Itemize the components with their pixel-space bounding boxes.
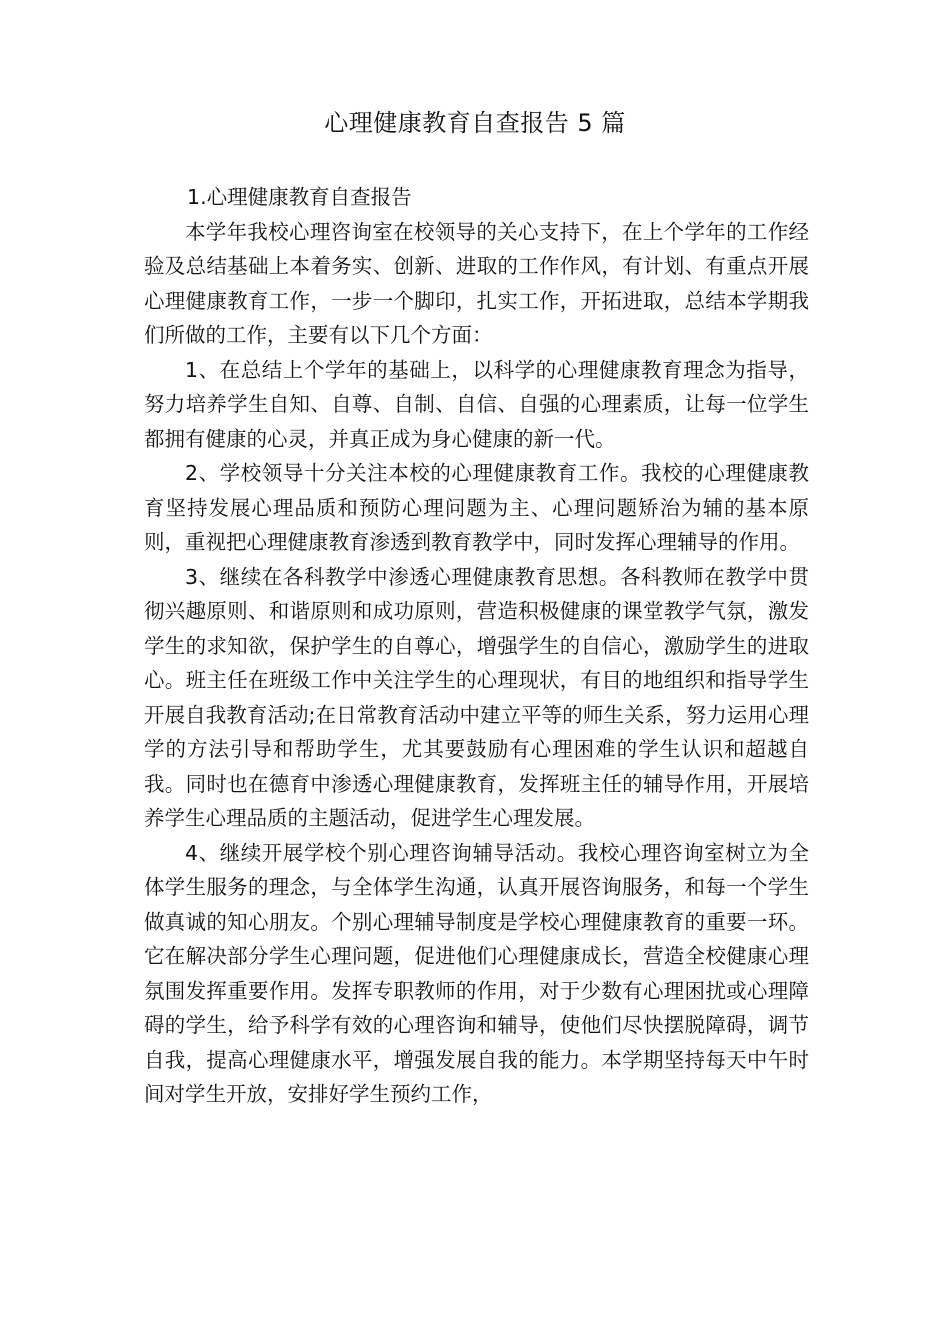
document-title: 心理健康教育自查报告 5 篇 bbox=[324, 109, 626, 137]
paragraph-item-2: 2、学校领导十分关注本校的心理健康教育工作。我校的心理健康教育坚持发展心理品质和预防心理问题为主、心理问题矫治为辅的基本原则，重视把心理健康教育渗透到教育教学中，同时发挥心理辅导的作用。 bbox=[144, 461, 809, 554]
document-body bbox=[144, 180, 809, 1112]
paragraph-intro: 本学年我校心理咨询室在校领导的关心支持下，在上个学年的工作经验及总结基础上本着务实、创新、进取的工作作风，有计划、有重点开展心理健康教育工作，一步一个脚印，扎实工作，开拓进取，总结本学期我们所做的工作，主要有以下几个方面： bbox=[144, 219, 809, 347]
paragraph-item-1: 1、在总结上个学年的基础上，以科学的心理健康教育理念为指导，努力培养学生自知、自尊、自制、自信、自强的心理素质，让每一位学生都拥有健康的心灵，并真正成为身心健康的新一代。 bbox=[144, 357, 809, 451]
paragraph-item-4: 4、继续开展学校个别心理咨询辅导活动。我校心理咨询室树立为全体学生服务的理念，与全体学生沟通，认真开展咨询服务，和每一个学生做真诚的知心朋友。个别心理辅导制度是学校心理健康教育的重要一环。它在解决部分学生心理问题，促进他们心理健康成长，营造全校健康心理氛围发挥重要作用。发挥专职教师的作用，对于少数有心理困扰或心理障碍的学生，给予科学有效的心理咨询和辅导，使他们尽快摆脱障碍，调节自我，提高心理健康水平，增强发展自我的能力。本学期坚持每天中午时间对学生开放，安排好学生预约工作， bbox=[144, 840, 809, 1106]
paragraph-item-3: 3、继续在各科教学中渗透心理健康教育思想。各科教师在教学中贯彻兴趣原则、和谐原则和成功原则，营造积极健康的课堂教学气氛，激发学生的求知欲，保护学生的自尊心，增强学生的自信心，激励学生的进取心。班主任在班级工作中关注学生的心理现状，有目的地组织和指导学生开展自我教育活动;在日常教育活动中建立平等的师生关系，努力运用心理学的方法引导和帮助学生，尤其要鼓励有心理困难的学生认识和超越自我。同时也在德育中渗透心理健康教育，发挥班主任的辅导作用，开展培养学生心理品质的主题活动，促进学生心理发展。 bbox=[144, 564, 809, 830]
section-heading: 1.心理健康教育自查报告 bbox=[187, 185, 412, 209]
